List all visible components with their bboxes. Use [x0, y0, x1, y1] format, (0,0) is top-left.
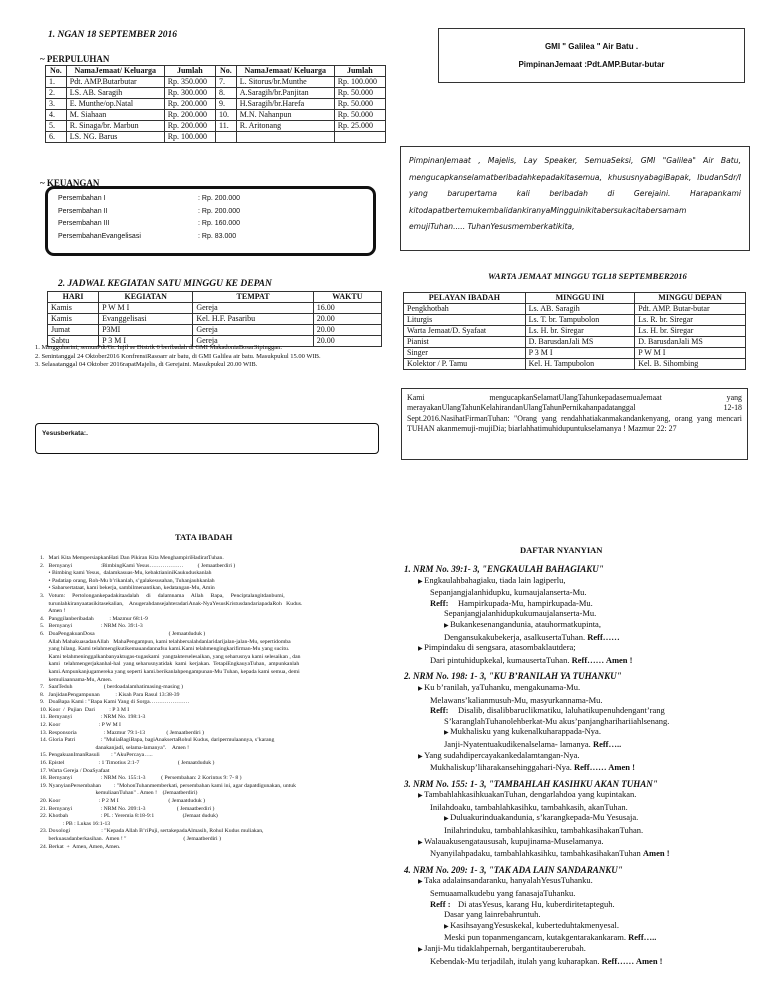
table-row	[46, 88, 386, 99]
keuangan-row	[58, 218, 373, 231]
announcement-item: 1. Mingguharini, semuaPdt/Gr. Injil se Distrik 6 beribadah di GMI MakadoniaBosarSipinggan.	[35, 344, 282, 351]
liturgy-line: 18. Bernyanyi : NRM No. 155:1-3 ( Persembahan: 2 Korintus 9: 7- 8 )	[40, 775, 242, 782]
keuangan-row	[58, 206, 373, 219]
table-cell: Pengkhotbah	[404, 304, 526, 315]
song-text: Taka adalainsandaranku, hanyalahYesusTuhanku.	[424, 875, 593, 886]
song-text: Janji-Nyatentuakudikenalselama- lamanya.	[444, 738, 593, 749]
liturgy-line: kemuliaannama-Mu, Amen.	[40, 676, 113, 683]
song-text: Walauakusengataususah, kupujinama-Muselamanya.	[424, 835, 604, 846]
table-row	[404, 337, 746, 348]
liturgy-line: 11. Bernyanyi : NRM No. 198:1-3	[40, 714, 146, 721]
table-cell: Singer	[404, 348, 526, 359]
song-line	[404, 762, 754, 773]
liturgy-line: Kami telahmeninggalkanbanyaktugas-tugaskami yangtakterselesaikan, yang seharusnya kami selesaikan , dan	[40, 653, 301, 660]
liturgy-line: 6. DoaPengakuanDosa ( Jemaatduduk )	[40, 630, 206, 637]
liturgy-line: • Bimbing kami Yesus, dalamkasuas-Mu, kebaktianiniKaukuduskanlah	[40, 570, 212, 577]
table-cell: P 3 M I	[99, 336, 193, 347]
liturgy-line: 10. Koor / Pujian Dari : P 3 M I	[40, 706, 130, 713]
table-cell: 2.	[46, 88, 67, 99]
table-cell: Rp. 50.000	[334, 110, 385, 121]
column-header: PELAYAN IBADAH	[404, 293, 526, 304]
triangle-bullet-icon: ▶	[418, 646, 425, 653]
song-text: Reff……	[587, 631, 620, 642]
song-line	[404, 739, 754, 750]
tata-ibadah-list	[40, 555, 385, 851]
song-line	[404, 750, 754, 763]
column-header: Jumlah	[334, 66, 385, 77]
song-text: S’karanglahTuhanolehberkat-Mu akus’panjangharihariiahlsenang.	[444, 715, 670, 726]
table-row	[404, 348, 746, 359]
song-title: 1. NRM No. 39:1- 3, "ENGKAULAH BAHAGIAKU"	[404, 564, 604, 574]
song-text: Duluakurinduakandunia, s’karangkepada-Mu Yesusaja.	[450, 812, 639, 823]
column-header: HARI	[48, 292, 99, 303]
table-cell: Rp. 100.000	[334, 77, 385, 88]
table-cell: Kolektor / P. Tamu	[404, 359, 526, 370]
triangle-bullet-icon: ▶	[418, 947, 425, 953]
song-text: Nyanyilahpadaku, tambahlahkasihku, tambahkasihakanTuhan	[430, 848, 643, 859]
birthday-box	[401, 388, 748, 460]
triangle-bullet-icon: ▶	[418, 578, 425, 585]
table-cell	[334, 132, 385, 143]
keuangan-value: : Rp. 160.000	[198, 220, 241, 227]
table-cell: 1.	[46, 77, 67, 88]
liturgy-line: 14. Gloria Patri : "MuliaBagiBapa, bagiAnaksertaRohul Kudus, daripermulaannya, s’karang	[40, 737, 275, 744]
table-header-row	[48, 292, 382, 303]
song-text: Reff……	[571, 654, 606, 665]
song-line	[404, 682, 754, 695]
table-cell: Liturgis	[404, 315, 526, 326]
liturgy-line: 21. Bernyanyi : NRM No. 209:1-3 ( Jemaatberdiri )	[40, 805, 215, 812]
table-cell: Gereja	[193, 303, 313, 314]
liturgy-line: • Sabarsertataat, kami bekerja, sambilmenantikan, kedatangan-Mu, Amin	[40, 585, 215, 592]
song-line	[404, 920, 754, 933]
song-text: Ku b’ranilah, yaTuhanku, mengakunama-Mu.	[424, 681, 581, 692]
song-text: Reff :	[430, 898, 451, 909]
column-header: WAKTU	[313, 292, 381, 303]
song-line	[404, 802, 754, 813]
table-cell: Rp. 350.000	[164, 77, 215, 88]
table-cell: Pdt. AMP.Butarbutar	[66, 77, 164, 88]
daftar-nyanyian-heading: DAFTAR NYANYIAN	[520, 545, 603, 555]
keuangan-label: Persembahan II	[58, 207, 108, 215]
liturgy-line: yang hilang. Kami telahmengikutikemauandannafsu kami.Kami telahmengingkarifirman-Mu yang sucitu.	[40, 646, 290, 653]
table-cell: M.N. Nahanpun	[236, 110, 334, 121]
table-cell: Pianist	[404, 337, 526, 348]
song-text: Yang sudahdipercayakankedalamtangan-Nya.	[424, 749, 580, 760]
table-cell: 20.00	[313, 325, 381, 336]
table-cell: LS. NG. Barus	[66, 132, 164, 143]
song-text: Inilahdoaku, tambahlahkasihku, tambahkasih, akanTuhan.	[430, 801, 628, 812]
song-text: Dengansukakubekerja, asalkusertaTuhan.	[444, 631, 588, 642]
table-cell: P 3 M I	[525, 348, 635, 359]
announcements	[35, 344, 380, 370]
table-cell: 20.00	[313, 336, 381, 347]
song-text: Janji-Mu tidaklahpernah, bergantitaubererubah.	[424, 943, 586, 953]
date-heading: 1. NGAN 18 SEPTEMBER 2016	[48, 30, 178, 40]
table-cell: 6.	[46, 132, 67, 143]
liturgy-line: 4. Panggilanberibadah : Mazmur 68:1-9	[40, 615, 148, 622]
table-cell: L. Sitorus/br.Munthe	[236, 77, 334, 88]
table-cell: Kel. B. Sihombing	[635, 359, 746, 370]
triangle-bullet-icon: ▶	[418, 753, 425, 760]
song-text: Bukankesenangandunia, atauhormatkupinta,	[450, 618, 601, 629]
song-line	[404, 932, 754, 943]
triangle-bullet-icon: ▶	[444, 730, 451, 737]
church-name: GMI " Galilea " Air Batu .	[544, 42, 639, 51]
song-text: Reff…..	[592, 738, 622, 749]
liturgy-line: 17. Warta Gereja / DoaSyafaat	[40, 767, 110, 774]
table-cell: 9.	[215, 99, 236, 110]
song-title: 4. NRM No. 209: 1- 3, "TAK ADA LAIN SANDARANKU"	[404, 864, 623, 875]
warta-heading: WARTA JEMAAT MINGGU TGL18 SEPTEMBER2016	[488, 271, 687, 281]
table-cell: Ls. H. br. Siregar	[525, 326, 635, 337]
liturgy-line: : PB : Lukas 16:1-13	[40, 820, 111, 827]
table-row	[46, 132, 386, 143]
church-info-box	[438, 28, 745, 83]
tata-ibadah-heading: TATA IBADAH	[175, 532, 233, 542]
song-text: Reff:	[430, 705, 449, 716]
column-header: NamaJemaat/ Keluarga	[66, 66, 164, 77]
table-row	[48, 314, 382, 325]
song-title: 2. NRM No. 198: 1- 3, "KU B’RANILAH YA TUHANKU"	[404, 671, 622, 682]
song-line	[404, 812, 754, 825]
song-text: Mukhaliskup’liharakansehinggahari-Nya.	[430, 762, 574, 773]
table-cell: 20.00	[313, 314, 381, 325]
song-text: Mukhalisku yang kukenalkuharappada-Nya.	[450, 726, 601, 737]
liturgy-line: 9. DoaBapa Kami : "Bapa Kami Yang di Sorga…………………	[40, 699, 190, 706]
song-line	[404, 943, 754, 956]
table-cell: Rp. 50.000	[334, 99, 385, 110]
song-text: Reff……	[601, 955, 636, 966]
song-text: Hampirkupada-Mu, hampirkupada-Mu.	[458, 597, 593, 608]
song-text: Reff……	[574, 762, 609, 773]
column-header: No.	[46, 66, 67, 77]
keuangan-value: : Rp. 83.000	[198, 232, 237, 240]
table-cell: Jumat	[48, 325, 99, 336]
table-cell: Kel. H. Tampubolon	[525, 359, 635, 370]
liturgy-line: • Padatiap orang, Roh-Mu b’rikanlah, s’galakesusahan, Tuhanjauhkanlah	[40, 577, 215, 584]
table-row	[404, 315, 746, 326]
table-cell: Warta Jemaat/D. Syafaat	[404, 326, 526, 337]
table-cell: P W M I	[635, 348, 746, 359]
liturgy-line: Allah MahakuasadanAllah MahaPengampun, kami telahbersalahdanlaridarijalan-jalan-Mu, sepertidomba	[40, 638, 291, 645]
song-line	[404, 705, 754, 716]
table-cell: R. Aritonang	[236, 121, 334, 132]
jadwal-heading: 2. JADWAL KEGIATAN SATU MINGGU KE DEPAN	[58, 279, 272, 289]
table-cell: Rp. 200.000	[164, 121, 215, 132]
liturgy-line: kami.Ampunkanjugamereka yang seperti kami.berikanlahpengampunan-Mu Tuhan, kepada kami semua, demi	[40, 668, 300, 675]
liturgy-line: 5. Bernyanyi : NRM No. 39:1-3	[40, 623, 143, 630]
table-cell	[215, 132, 236, 143]
column-header: KEGIATAN	[99, 292, 193, 303]
liturgy-line: 15. PengakuanImanRasuli : "AkuPercaya…..	[40, 752, 153, 759]
table-cell: 8.	[215, 88, 236, 99]
song-text: Amen !	[605, 654, 633, 665]
song-text: TambahlahkasihkuakanTuhan, dengarlahdoa yang kupintakan.	[424, 789, 637, 800]
song-line	[404, 909, 754, 920]
liturgy-line: Amen !	[40, 608, 66, 615]
column-header: Jumlah	[164, 66, 215, 77]
table-cell: Ls. H. br. Siregar	[635, 326, 746, 337]
keuangan-heading: ~ KEUANGAN	[40, 178, 100, 188]
keuangan-box	[45, 186, 376, 256]
liturgy-line: 20. Koor : P 2 M I ( Jemaatduduk )	[40, 798, 206, 804]
liturgy-line: 12. Koor : P W M I	[40, 722, 121, 729]
table-cell: Kel. H.F. Pasaribu	[193, 314, 313, 325]
yesus-label: Yesusberkata:.	[42, 430, 88, 437]
table-cell: P3MI	[99, 325, 193, 336]
song-title: 3. NRM No. 155: 1- 3, "TAMBAHLAH KASIHKU AKAN TUHAN"	[404, 778, 658, 789]
table-row	[46, 121, 386, 132]
song-line	[404, 619, 754, 632]
liturgy-line: 8. JanjidanPengampunan : Kisah Para Rasul 13:38-39	[40, 691, 180, 698]
table-row	[48, 325, 382, 336]
song-line	[404, 587, 754, 598]
liturgy-line: 19. NyanyianPersembahan : "MohonTuhanmemberkati, persembahan kami ini, agar dapatdigunakan, untuk	[40, 782, 296, 789]
message-box	[400, 146, 750, 251]
song-text: KasihsayangYesuskekal, kuberteduhtakmenyesal.	[450, 919, 619, 930]
song-line	[404, 695, 754, 706]
song-line	[404, 836, 754, 849]
song-text: Semuaamalkudebu yang fanasajaTuhanku.	[430, 888, 576, 899]
table-cell: Sabtu	[48, 336, 99, 347]
song-line	[404, 655, 754, 666]
keuangan-label: Persembahan I	[58, 195, 106, 202]
table-cell: Gereja	[193, 325, 313, 336]
table-cell: 3.	[46, 99, 67, 110]
liturgy-line: 23. Doxologi : "Kepada Allah B’riPuji, sertakepadaAlmasih, Rohul Kudus muliakan,	[40, 828, 264, 835]
table-cell: Rp. 100.000	[164, 132, 215, 143]
table-cell: Kamis	[48, 303, 99, 314]
song-line	[404, 956, 754, 967]
triangle-bullet-icon: ▶	[418, 879, 425, 886]
song-text: Reff:	[430, 597, 449, 608]
table-row	[404, 304, 746, 315]
keuangan-label: Persembahan III	[58, 220, 110, 227]
liturgy-line: 13. Responsoria : Mazmur 79:1-13 ( Jemaatberdiri )	[40, 729, 204, 736]
table-cell: D. BarusdanJali MS	[635, 337, 746, 348]
table-cell: 11.	[215, 121, 236, 132]
church-pastor: PimpinanJemaat :Pdt.AMP.Butar-butar	[518, 60, 665, 69]
table-cell: 10.	[215, 110, 236, 121]
liturgy-line: berkuasadanberkasihan. Amen ! " ( Jemaatberdiri )	[40, 835, 221, 842]
yesus-box	[35, 423, 379, 454]
liturgy-line: 22. Khotbah : PL : Yeremia 8:18-9:1 (Jemaat duduk)	[40, 813, 218, 820]
table-cell: Evanggelisasi	[99, 314, 193, 325]
song-line	[404, 642, 754, 655]
table-cell: A.Saragih/br.Panjitan	[236, 88, 334, 99]
song-text: Dari pintuhidupkekal, kumausertaTuhan.	[430, 654, 572, 665]
table-cell: Rp. 50.000	[334, 88, 385, 99]
column-header: MINGGU DEPAN	[635, 293, 746, 304]
liturgy-line: kemuliaanTuhan" . Amen ! (Jemaatberdiri)	[40, 790, 198, 797]
keuangan-label: PersembahanEvangelisasi	[58, 232, 141, 240]
warta-table	[403, 292, 746, 370]
table-cell: H.Saragih/br.Harefa	[236, 99, 334, 110]
liturgy-line: danakanjadi, selama-lamanya". Amen !	[40, 744, 190, 751]
song-line	[404, 632, 754, 643]
song-line	[404, 598, 754, 609]
table-cell: Pdt. AMP. Butar-butar	[635, 304, 746, 315]
column-header: No.	[215, 66, 236, 77]
table-cell	[236, 132, 334, 143]
keuangan-value: : Rp. 200.000	[198, 195, 241, 202]
song-text: Meski pun topanmengancam, kutakgentarakankaram.	[444, 932, 629, 943]
song-line	[404, 716, 754, 727]
table-cell: Kamis	[48, 314, 99, 325]
liturgy-line: 16. Epistel : 1 Timotius 2:1-7 ( Jemaatduduk )	[40, 760, 215, 767]
table-cell: Ls. AB. Saragih	[525, 304, 635, 315]
table-cell: LS. AB. Saragih	[66, 88, 164, 99]
table-cell: Rp. 200.000	[164, 110, 215, 121]
song-text: Sepanjangjalanhidupkukumaujalanserta-Mu.	[444, 608, 597, 619]
song-text: Sepanjangjalanhidupku, kumaujalanserta-Mu.	[430, 587, 587, 598]
table-cell: Rp. 200.000	[164, 99, 215, 110]
perpuluhan-table	[45, 65, 386, 143]
table-cell: Gereja	[193, 336, 313, 347]
song-text: Engkaulahbahagiaku, tiada lain lagiperlu,	[424, 574, 566, 585]
song-text: Inilahrinduku, tambahlahkasihku, tambahkasihakanTuhan.	[444, 825, 644, 836]
jadwal-table	[47, 291, 382, 347]
column-header: MINGGU INI	[525, 293, 635, 304]
table-row	[404, 326, 746, 337]
table-cell: Rp. 25.000	[334, 121, 385, 132]
column-header: NamaJemaat/ Keluarga	[236, 66, 334, 77]
song-text: Amen !	[642, 848, 670, 859]
song-line	[404, 575, 754, 588]
triangle-bullet-icon: ▶	[444, 816, 451, 823]
table-row	[46, 110, 386, 121]
song-line	[404, 726, 754, 739]
announcement-item: 2. Senintanggal 24 Oktober2016 KonfrensiRasoarr air batu, di GMI Galilea air batu. Masukpukul 15.00 WIB.	[35, 352, 321, 360]
table-row	[46, 99, 386, 110]
table-cell: E. Munthe/op.Natal	[66, 99, 164, 110]
triangle-bullet-icon: ▶	[418, 685, 425, 692]
song-list	[404, 558, 754, 966]
liturgy-line: 2. Bernyanyi :BimbingKami Yesus……………… ( Jemaatberdiri )	[40, 562, 236, 569]
song-line	[404, 888, 754, 899]
table-header-row	[46, 66, 386, 77]
keuangan-row	[58, 193, 373, 206]
song-line	[404, 825, 754, 836]
table-cell: M. Siahaan	[66, 110, 164, 121]
liturgy-line: 7. SaatTeduh ( berdoadalamhatimasing-masing )	[40, 684, 184, 691]
table-cell: 4.	[46, 110, 67, 121]
table-cell: Rp. 300.000	[164, 88, 215, 99]
liturgy-line: 24. Berkat + Amen, Amen, Amen.	[40, 843, 121, 850]
liturgy-line: 3. Votum: Pertolongankepadakitaadalah di dalamnama Allah Bapa, Penciptalangitdanbumi,	[40, 592, 285, 599]
liturgy-line: turunlahkiranyaatasikitasekalian, AnugerahdansejahteradariAnak-NyaYesusKristusdandariapadaRoh Kudus.	[40, 600, 303, 607]
table-cell: D. BarusdanJali MS	[525, 337, 635, 348]
announcement-item: 3. Selasatanggal 04 Oktober 2016rapatMajelis, di Gerejaini. Masukpukul 20.00 WIB.	[35, 361, 258, 369]
table-row	[404, 359, 746, 370]
song-text: Amen !	[608, 762, 635, 773]
table-cell: Ls. T. br. Tampubolon	[525, 315, 635, 326]
table-cell: Ls. R. br. Siregar	[635, 315, 746, 326]
table-cell: P W M I	[99, 303, 193, 314]
song-line	[404, 899, 754, 910]
pimpinan-message: PimpinanJemaat , Majelis, Lay Speaker, SemuaSeksi, GMI "Galilea" Air Batu, mengucapkanselamatberibadahkepadakitasemua, khususnyabagiBapak, IbudanSdr/I yang barupertama kali beribadah di Gerejaini. Harapankami kitodapatbertemukembalidankiranyaMingguinikitabersukacitabersamam emujiTuhan..... TuhanYesusmemberkatikita,	[409, 156, 741, 231]
song-text: Pimpindaku di sengsara, atasombaklautdera;	[424, 642, 576, 653]
triangle-bullet-icon: ▶	[444, 923, 451, 930]
birthday-text: Kami mengucapkanSelamatUlangTahunkepadasemuaJemaat yang merayakanUlangTahunKelahirandanUlangTahunPernikahanpadatanggal 12-18 Sept.2016.NasihatFirmanTuhan: "Orang yang rendahhatiakanmakandankenyang, orang yang mencari TUHAN akanmemuji-mujiDia; biarlahhatimuhidupuntukselamanya ! Mazmur 22: 27	[407, 393, 742, 434]
song-line	[404, 789, 754, 802]
song-text: Melawans’kalianmusuh-Mu, masyurkannama-Mu.	[430, 694, 603, 705]
triangle-bullet-icon: ▶	[444, 622, 451, 629]
triangle-bullet-icon: ▶	[418, 839, 425, 846]
table-cell: 16.00	[313, 303, 381, 314]
song-line	[404, 848, 754, 859]
liturgy-line: 1. Mari Kita MempersiapkanHati Dan Pikiran Kita MenghampiriHadiratTuhan.	[40, 555, 224, 561]
liturgy-line: kami telahmengerjakanhal-hal yang seharusnyatidak kami kerjakan. TetapiEngkauyaTuhan, ampunkanlah	[40, 661, 300, 668]
song-text: Reff…..	[628, 932, 657, 943]
song-text: Disalib, disalibbaruclikmatiku, laluhatikupenuhdengant’rang	[458, 705, 665, 716]
keuangan-value: : Rp. 200.000	[198, 207, 241, 215]
perpuluhan-heading: ~ PERPULUHAN	[40, 54, 110, 64]
triangle-bullet-icon: ▶	[418, 793, 425, 800]
table-header-row	[404, 293, 746, 304]
song-text: Amen !	[635, 955, 663, 966]
song-text: Dasar yang lainrebahruntuh.	[444, 909, 541, 920]
song-text: Di atasYesus, karang Hu, kuberdiritetapteguh.	[458, 898, 615, 909]
table-row	[46, 77, 386, 88]
table-row	[48, 303, 382, 314]
keuangan-row	[58, 231, 373, 244]
table-cell: R. Sinaga/br. Marbun	[66, 121, 164, 132]
song-line	[404, 875, 754, 888]
table-cell: 5.	[46, 121, 67, 132]
table-cell: 7.	[215, 77, 236, 88]
song-text: Kebendak-Mu terjadilah, itulah yang kuharapkan.	[430, 955, 602, 966]
column-header: TEMPAT	[193, 292, 313, 303]
song-line	[404, 608, 754, 619]
